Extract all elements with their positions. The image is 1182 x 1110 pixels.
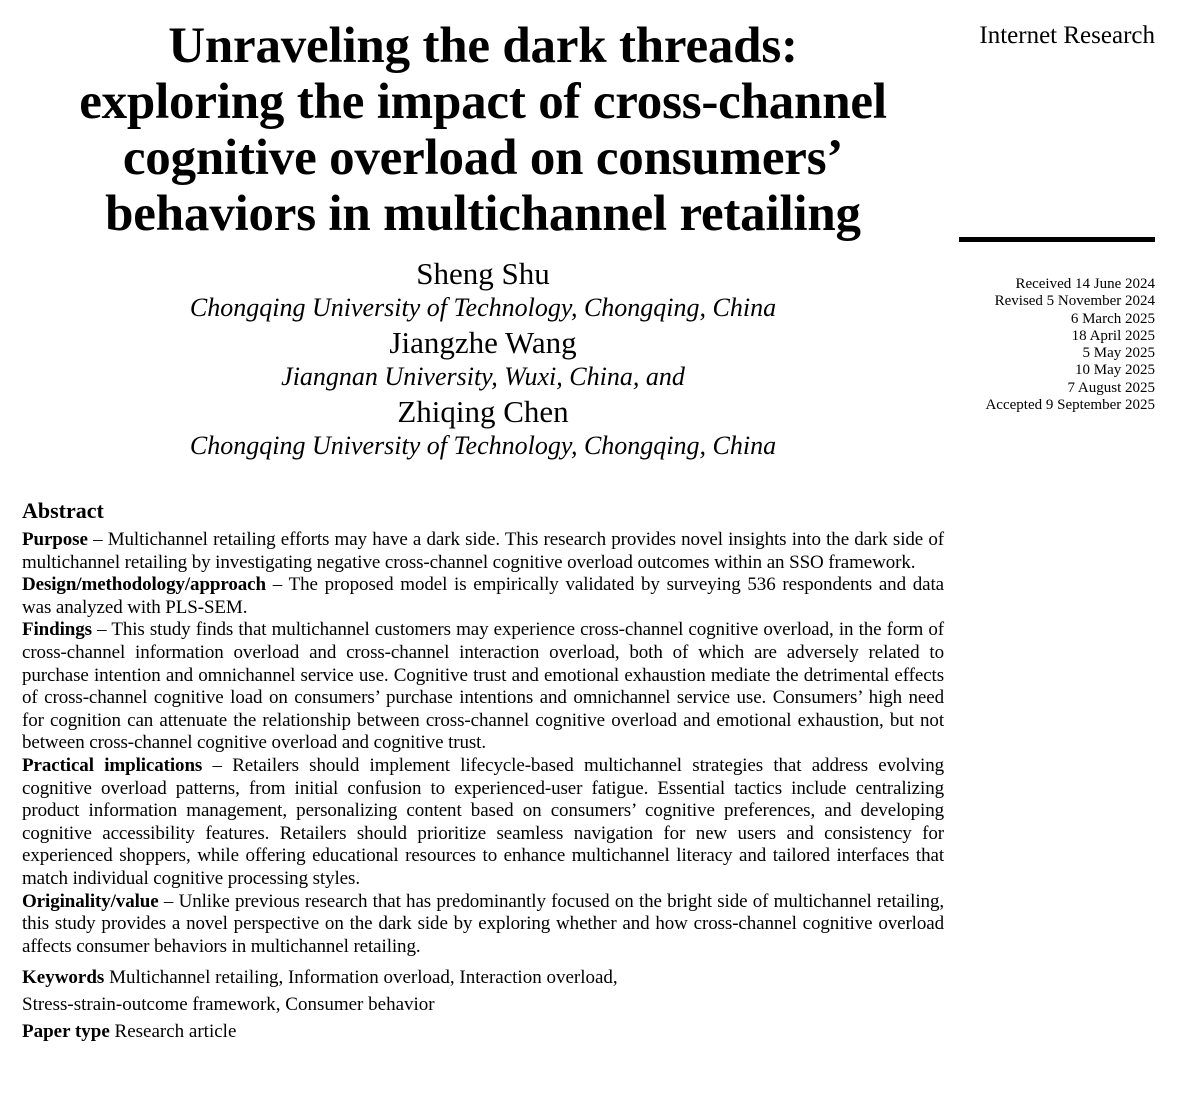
title-line: Unraveling the dark threads:: [168, 18, 798, 74]
abstract-practical-implications: [22, 755, 944, 891]
date-line: 6 March 2025: [1070, 310, 1155, 327]
author-affiliation: Jiangnan University, Wuxi, China, and: [281, 362, 685, 391]
section-text: – Unlike previous research that has predominantly focused on the bright side of multichannel retailing, this study provides a novel perspective on the dark side by exploring whether and how cross-channel cognitive overload affects consumer behaviors in multichannel retailing.: [22, 890, 944, 957]
section-text: – Retailers should implement lifecycle-based multichannel strategies that address evolving cognitive overload patterns, from initial confusion to experienced-user fatigue. Essential tactics include centralizing product information management, personalizing content based on consumers’ cognitive preferences, and developing cognitive accessibility features. Retailers should prioritize seamless navigation for new users and consistency for experienced shoppers, while offering educational resources to enhance multichannel literacy and tailored interfaces that match individual cognitive processing styles.: [22, 754, 944, 889]
paper-type-value: Research article: [109, 1021, 237, 1043]
submission-dates: [915, 276, 1155, 414]
title-line: behaviors in multichannel retailing: [105, 186, 861, 242]
author-affiliation: Chongqing University of Technology, Chongqing, China: [189, 431, 777, 460]
author-name: Jiangzhe Wang: [389, 325, 577, 360]
section-label: Originality/value: [22, 890, 159, 912]
keywords-line-2: Stress-strain-outcome framework, Consumer behavior: [22, 994, 435, 1016]
section-label: Findings: [22, 619, 92, 641]
date-line: Accepted 9 September 2025: [985, 397, 1155, 414]
title-line: exploring the impact of cross-channel: [79, 74, 887, 130]
section-label: Design/methodology/approach: [22, 574, 266, 596]
abstract-design: [22, 574, 944, 619]
abstract: [22, 497, 944, 1045]
margin-rule: [959, 237, 1155, 242]
date-line: Received 14 June 2024: [1015, 276, 1155, 292]
section-text: – The proposed model is empirically validated by surveying 536 respondents and data was analyzed with PLS-SEM.: [22, 574, 944, 618]
article-header: [22, 18, 944, 463]
abstract-findings: [22, 619, 944, 755]
section-label: Purpose: [22, 529, 88, 550]
date-line: 10 May 2025: [1075, 362, 1155, 379]
section-text: – Multichannel retailing efforts may have a dark side. This research provides novel insights into the dark side of multichannel retailing by investigating negative cross-channel cognitive overload outcomes within an SSO framework.: [22, 529, 944, 573]
date-line: 7 August 2025: [1067, 379, 1155, 396]
keywords-label: Keywords: [22, 967, 105, 989]
keywords: [22, 964, 944, 1018]
author-list: [22, 256, 944, 463]
author-name: Sheng Shu: [416, 256, 550, 291]
date-line: Revised 5 November 2024: [994, 293, 1155, 310]
abstract-originality: [22, 891, 944, 959]
date-line: 18 April 2025: [1071, 327, 1155, 344]
author-affiliation: Chongqing University of Technology, Chongqing, China: [189, 293, 777, 322]
date-line: 5 May 2025: [1082, 345, 1155, 362]
section-text: – This study finds that multichannel customers may experience cross-channel cognitive overload, in the form of cross-channel information overload and cross-channel interaction overload, both of which are adversely related to purchase intention and omnichannel service use. Cognitive trust and emotional exhaustion mediate the detrimental effects of cross-channel cognitive load on consumers’ purchase intentions and omnichannel service use. Consumers’ high need for cognition can attenuate the relationship between cross-channel cognitive overload and emotional exhaustion, but not between cross-channel cognitive overload and cognitive trust.: [22, 619, 944, 754]
paper-type: [22, 1018, 944, 1045]
paper-type-label: Paper type: [22, 1021, 110, 1043]
abstract-purpose: [22, 529, 944, 574]
keywords-line-1: Multichannel retailing, Information overload, Interaction overload,: [104, 967, 618, 989]
journal-name-block: [925, 22, 1155, 50]
author-name: Zhiqing Chen: [397, 394, 569, 429]
article-title: [22, 18, 944, 242]
section-label: Practical implications: [22, 754, 203, 776]
journal-name: Internet Research: [979, 22, 1155, 49]
title-line: cognitive overload on consumers’: [122, 130, 844, 186]
abstract-heading: Abstract: [22, 498, 104, 523]
